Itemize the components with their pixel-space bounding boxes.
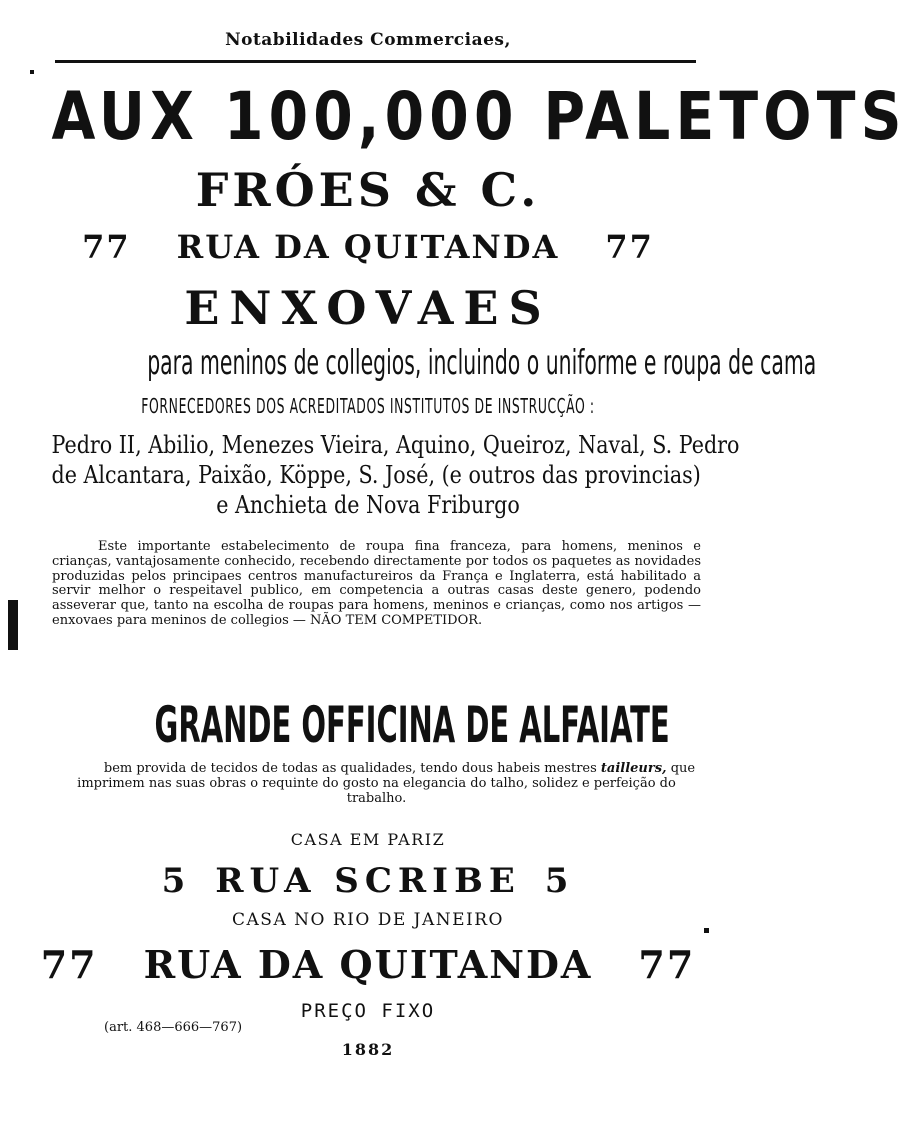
paragraph-tailoring-italic: tailleurs, <box>600 761 667 776</box>
paragraph-establishment: Este importante estabelecimento de roupa fina franceza, para homens, meninos e crianças, vantajosamente conhecido, recebendo directamente por todos os paquetes as novidades produzidas pelos principaes centros manufactureiros da França e Inglaterra, está habilitado a servir melhor o respeitavel publico, em competencia a outras casas deste genero, podendo asseverar que, tanto na escolha de roupas para homens, meninos e crianças, como nos artigos — enxovaes para meninos de collegios — NÃO TEM COMPETIDOR. <box>52 539 701 628</box>
address-rio <box>0 940 736 990</box>
address-rio-number-left: 77 <box>40 942 98 987</box>
headline: AUX 100,000 PALETOTS <box>51 78 907 155</box>
schools-line-2: de Alcantara, Paixão, Köppe, S. José, (e outros das provincias) <box>51 461 701 489</box>
scan-mark-dot-top <box>30 70 34 74</box>
tagline: para meninos de collegios, incluindo o uniforme e roupa de cama <box>147 343 817 383</box>
casa-pariz: CASA EM PARIZ <box>290 830 446 849</box>
paragraph-tailoring <box>52 762 701 806</box>
paragraph-tailoring-start: bem provida de tecidos de todas as qualidades, tendo dous habeis mestres <box>103 761 597 776</box>
address-paris <box>0 858 736 904</box>
article-reference: (art. 468—666—767) <box>104 1020 243 1035</box>
schools-line-3: e Anchieta de Nova Friburgo <box>216 491 520 519</box>
grande-officina-title: GRANDE OFFICINA DE ALFAIATE <box>154 696 670 754</box>
year: 1882 <box>341 1040 395 1059</box>
firm-name: FRÓES & C. <box>195 163 541 217</box>
preco-fixo: PREÇO FIXO <box>300 1000 436 1022</box>
address-paris-number-right: 5 <box>544 861 575 901</box>
schools-list <box>51 430 740 520</box>
scan-mark-left <box>8 600 18 650</box>
address-top <box>0 225 736 269</box>
page-header: Notabilidades Commerciaes, <box>225 30 511 50</box>
paragraph-tailoring-end: que imprimem nas suas obras o requinte do gosto na elegancia do talho, solidez e perfeição do trabalho. <box>77 761 696 806</box>
address-top-number-right: 77 <box>605 228 654 266</box>
header-rule <box>55 60 696 63</box>
address-rio-street: RUA DA QUITANDA <box>143 942 593 987</box>
scan-mark-dot-right <box>704 928 709 933</box>
address-rio-number-right: 77 <box>638 942 696 987</box>
address-paris-number-left: 5 <box>161 861 192 901</box>
address-top-number-left: 77 <box>82 228 131 266</box>
enxovaes-title: ENXOVAES <box>184 281 552 335</box>
schools-line-1: Pedro II, Abilio, Menezes Vieira, Aquino, Queiroz, Naval, S. Pedro <box>51 431 740 459</box>
suppliers-heading: FORNECEDORES DOS ACREDITADOS INSTITUTOS DE INSTRUCÇÃO : <box>141 394 595 418</box>
address-top-street: RUA DA QUITANDA <box>176 228 560 266</box>
address-paris-street: RUA SCRIBE <box>215 861 521 901</box>
casa-rio: CASA NO RIO DE JANEIRO <box>232 910 504 930</box>
